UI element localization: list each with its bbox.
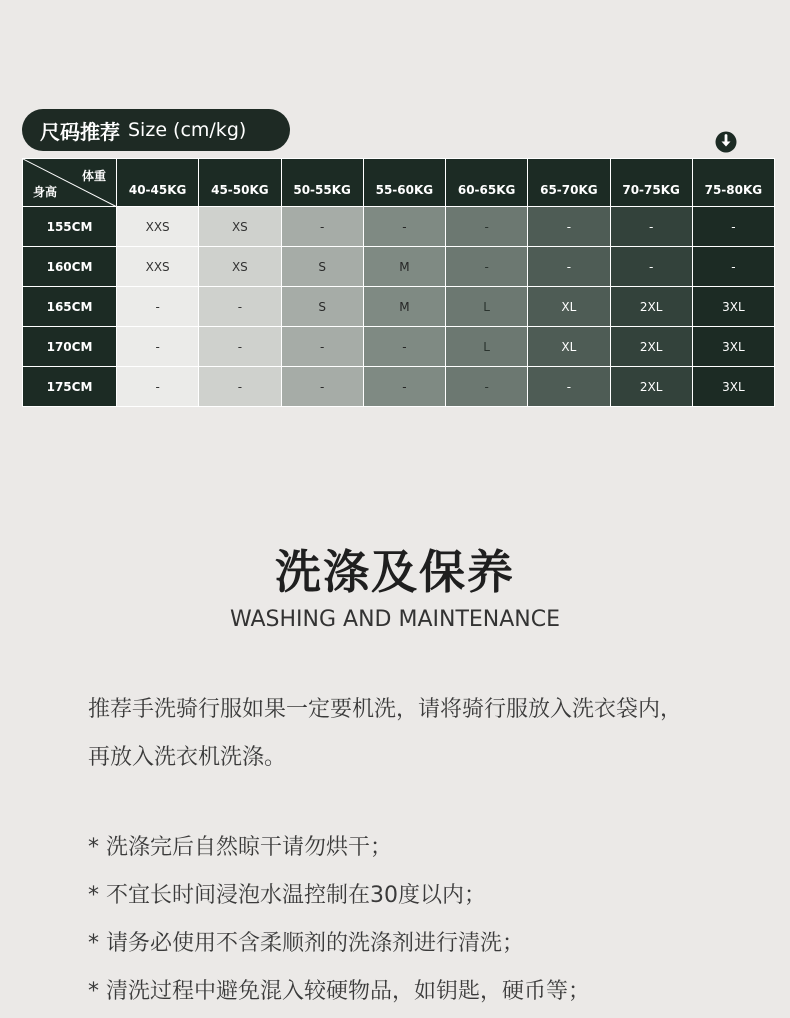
arrow-down-circle-icon [715, 131, 737, 153]
table-row [23, 367, 775, 407]
list-item: * 洗涤完后自然晾干请勿烘干； [88, 835, 392, 860]
size-cell: XS [199, 207, 281, 247]
weight-header: 65-70KG [528, 159, 610, 207]
size-cell: 3XL [692, 367, 774, 407]
size-cell: S [281, 287, 363, 327]
washing-title-cn: 洗涤及保养 [275, 545, 515, 599]
table-row [23, 207, 775, 247]
size-cell: 2XL [610, 327, 692, 367]
size-cell: - [281, 207, 363, 247]
intro-line: 再放入洗衣机洗涤。 [88, 745, 287, 770]
size-cell: S [281, 247, 363, 287]
size-cell: 3XL [692, 287, 774, 327]
size-cell: XL [528, 287, 610, 327]
height-label: 170CM [23, 327, 117, 367]
size-cell: - [281, 367, 363, 407]
size-cell: - [446, 247, 528, 287]
size-cell: - [363, 327, 445, 367]
size-cell: XS [199, 247, 281, 287]
height-label: 160CM [23, 247, 117, 287]
size-cell: - [199, 327, 281, 367]
size-cell: - [281, 327, 363, 367]
weight-header: 45-50KG [199, 159, 281, 207]
size-cell: L [446, 287, 528, 327]
size-title-en: Size (cm/kg) [128, 119, 247, 141]
size-table-corner [23, 159, 117, 207]
list-item: * 清洗过程中避免混入较硬物品，如钥匙，硬币等； [88, 979, 590, 1004]
size-cell: - [363, 367, 445, 407]
weight-header: 60-65KG [446, 159, 528, 207]
size-cell: - [199, 287, 281, 327]
size-cell: - [199, 367, 281, 407]
corner-weight-label: 体重 [81, 169, 106, 183]
table-row [23, 327, 775, 367]
size-cell: - [528, 367, 610, 407]
size-cell: M [363, 287, 445, 327]
weight-header: 70-75KG [610, 159, 692, 207]
size-cell: XL [528, 327, 610, 367]
size-chart-table [22, 158, 775, 407]
size-cell: - [363, 207, 445, 247]
size-cell: - [117, 367, 199, 407]
size-cell: XXS [117, 247, 199, 287]
weight-header: 55-60KG [363, 159, 445, 207]
size-section-title [22, 109, 290, 151]
height-label: 165CM [23, 287, 117, 327]
washing-title-en: WASHING AND MAINTENANCE [229, 607, 561, 632]
size-cell: L [446, 327, 528, 367]
size-cell: - [692, 207, 774, 247]
size-cell: M [363, 247, 445, 287]
list-item: * 请务必使用不含柔顺剂的洗涤剂进行清洗； [88, 931, 524, 956]
size-title-cn: 尺码推荐 [40, 119, 120, 144]
size-cell: - [610, 207, 692, 247]
care-notes-list [88, 826, 768, 1018]
size-cell: - [528, 247, 610, 287]
height-label: 155CM [23, 207, 117, 247]
size-cell: - [692, 247, 774, 287]
table-row [23, 247, 775, 287]
intro-line: 推荐手洗骑行服如果一定要机洗，请将骑行服放入洗衣袋内， [88, 697, 683, 722]
weight-header: 75-80KG [692, 159, 774, 207]
size-cell: - [528, 207, 610, 247]
height-label: 175CM [23, 367, 117, 407]
size-cell: 2XL [610, 287, 692, 327]
size-cell: 3XL [692, 327, 774, 367]
size-cell: - [446, 207, 528, 247]
size-cell: XXS [117, 207, 199, 247]
list-item: * 不宜长时间浸泡水温控制在30度以内； [88, 883, 486, 908]
size-cell: 2XL [610, 367, 692, 407]
size-cell: - [117, 287, 199, 327]
weight-header: 50-55KG [281, 159, 363, 207]
washing-intro [88, 686, 768, 782]
size-table-header-row [23, 159, 775, 207]
size-cell: - [446, 367, 528, 407]
size-cell: - [610, 247, 692, 287]
size-cell: - [117, 327, 199, 367]
weight-header: 40-45KG [117, 159, 199, 207]
corner-height-label: 身高 [33, 185, 58, 199]
table-row [23, 287, 775, 327]
